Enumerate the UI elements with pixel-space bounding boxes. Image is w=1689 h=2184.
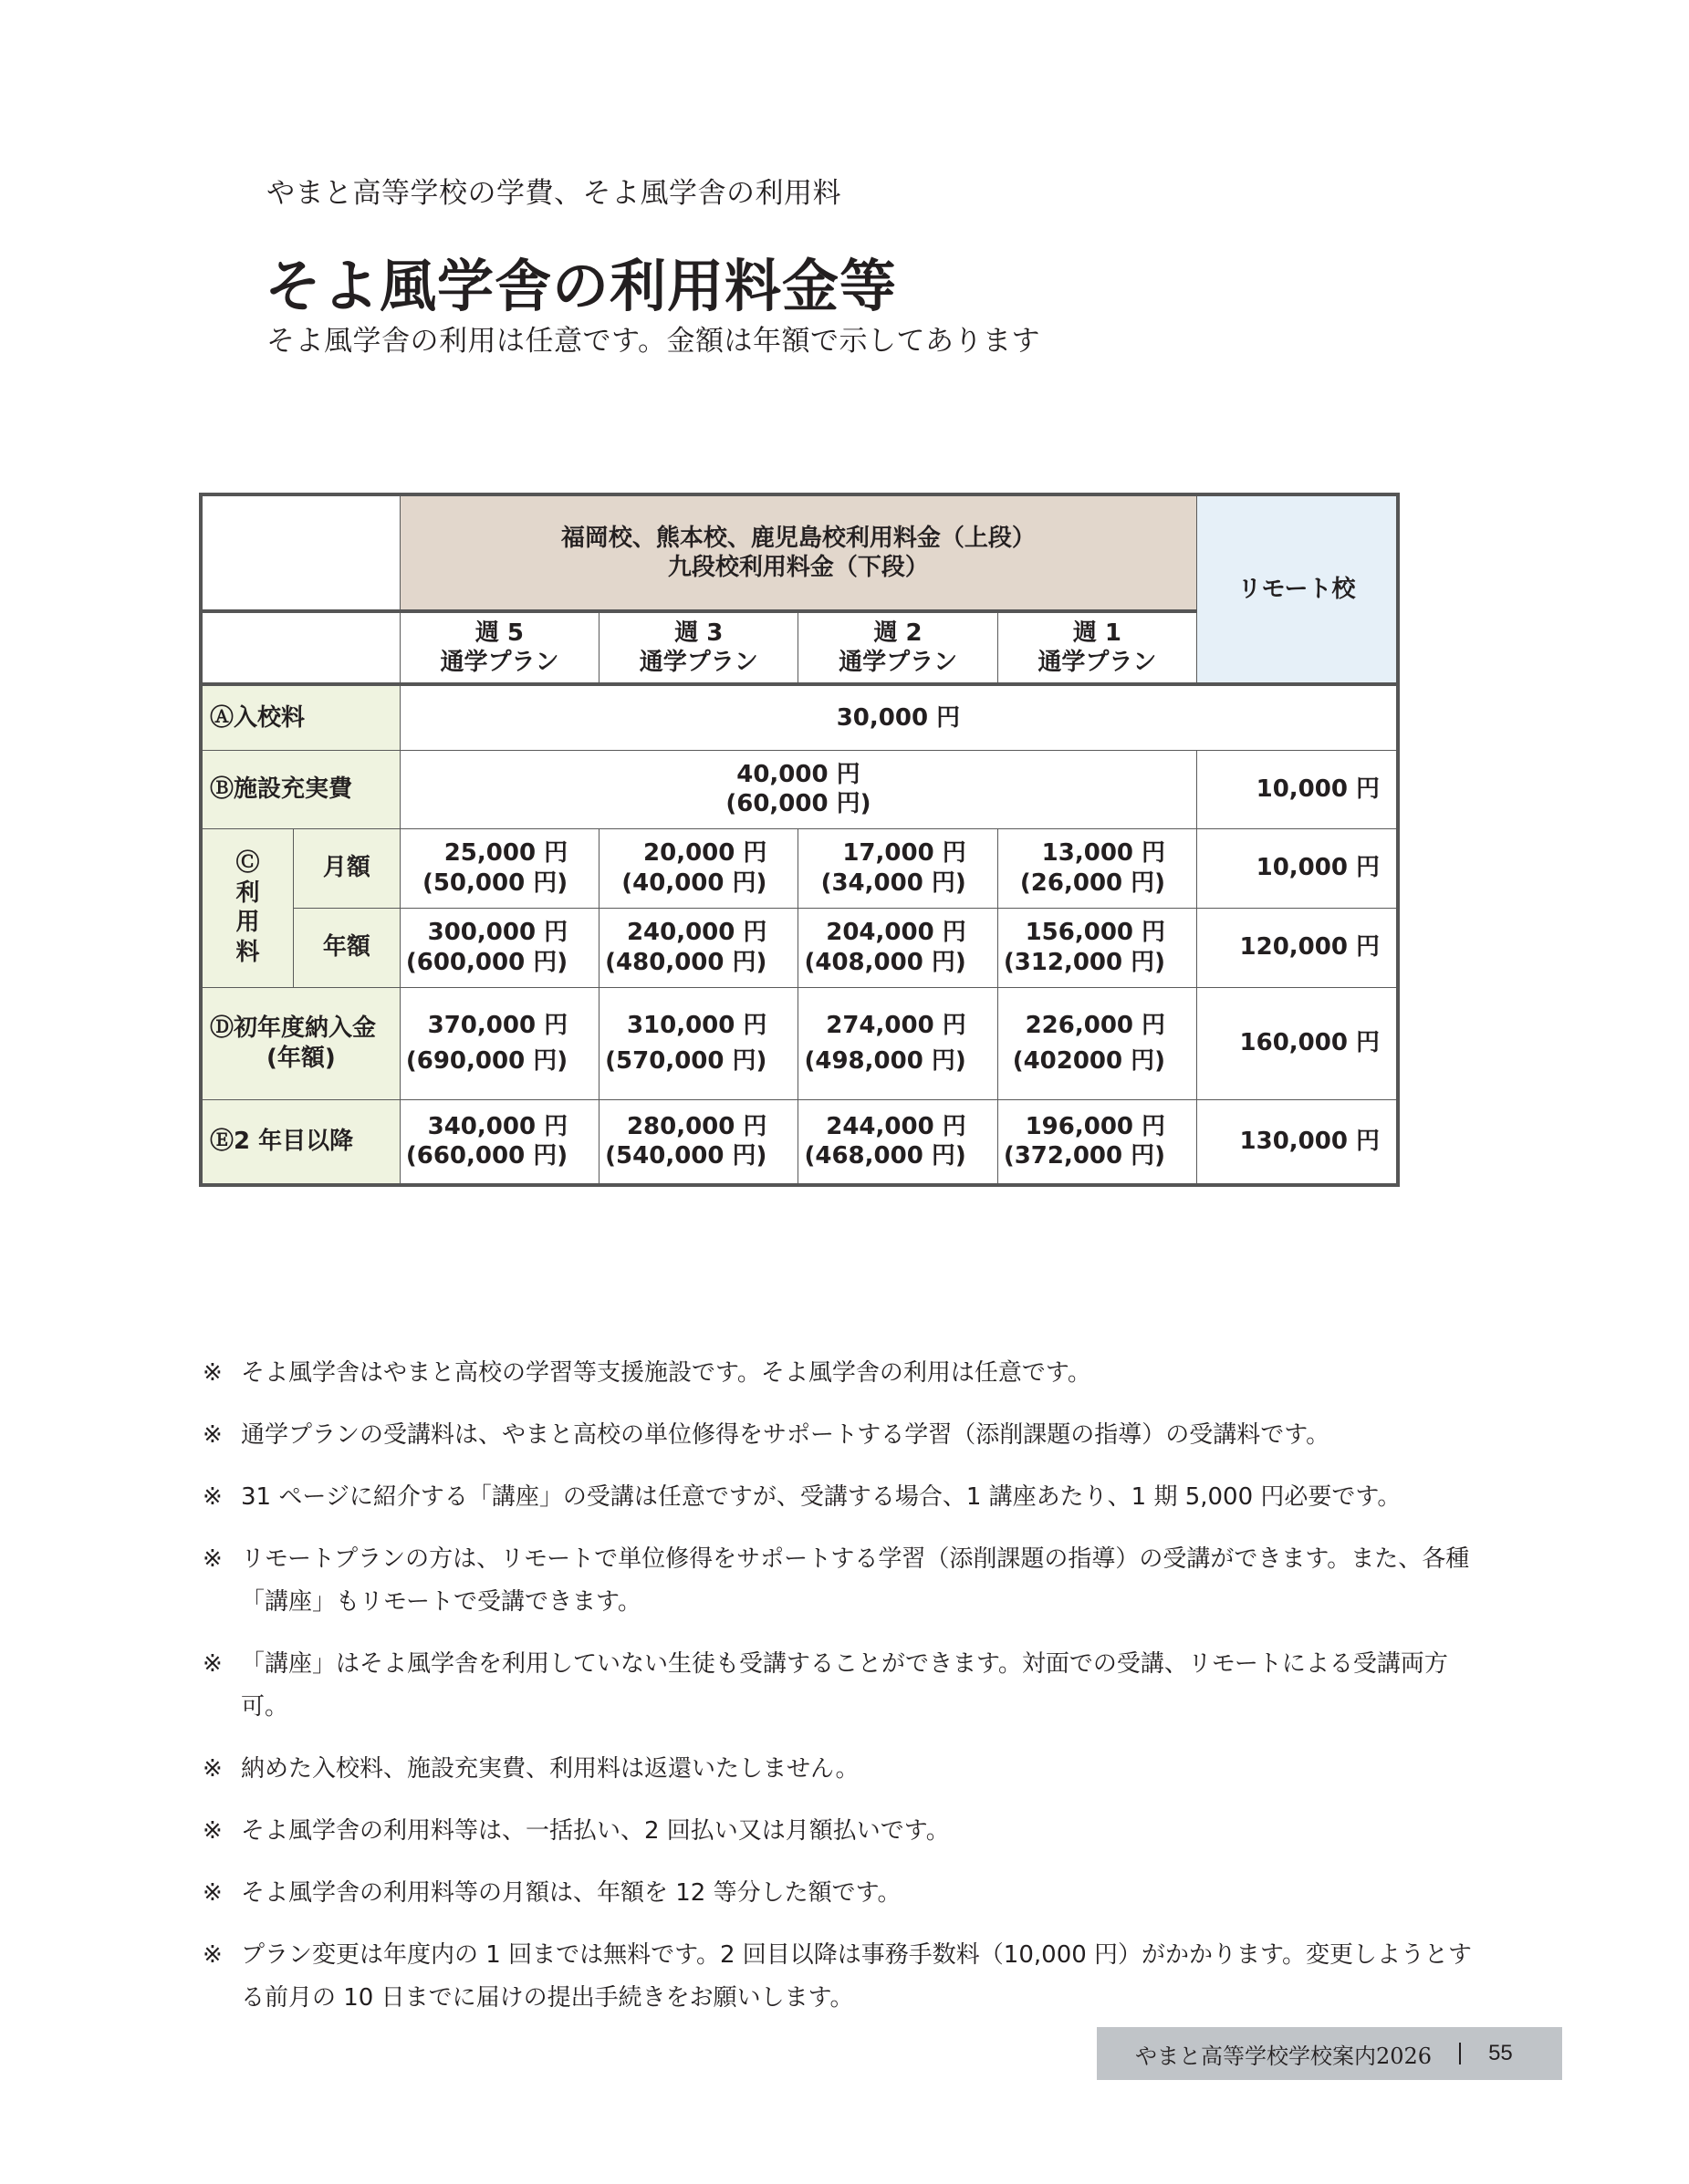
usage-annual-week3 — [599, 908, 798, 987]
second-year-week1 — [997, 1099, 1196, 1185]
usage-monthly-week5 — [400, 828, 599, 908]
page-title: そよ風学舎の利用料金等 — [265, 253, 898, 319]
plan-label: 通学プラン — [639, 649, 758, 676]
page-number: 55 — [1488, 2041, 1513, 2065]
second-year-week2 — [798, 1099, 997, 1185]
value-lower: (40,000 円) — [621, 868, 767, 897]
value-upper: 370,000 円 — [427, 1011, 568, 1039]
note-mark: ※ — [203, 1650, 223, 1678]
page-footer — [1097, 2027, 1562, 2080]
sub-label-monthly: 月額 — [293, 828, 400, 908]
note-mark: ※ — [203, 1941, 223, 1969]
row-second-year — [201, 1099, 1398, 1185]
plan-label: 通学プラン — [440, 649, 559, 676]
usage-label-char: 料 — [235, 938, 260, 966]
first-year-week3 — [599, 987, 798, 1099]
value-lower: (408,000 円) — [804, 948, 966, 976]
note-mark: ※ — [203, 1545, 223, 1573]
value-upper: 340,000 円 — [427, 1112, 568, 1140]
note-text: そよ風学舎の利用料等は、一括払い、2 回払い又は月額払いです。 — [241, 1817, 950, 1845]
note-item — [203, 1810, 1480, 1853]
second-year-week3 — [599, 1099, 798, 1185]
note-mark: ※ — [203, 1879, 223, 1907]
plan-week: 週 2 — [873, 619, 923, 647]
usage-label-mark: Ⓒ — [235, 849, 260, 877]
usage-monthly-week1 — [997, 828, 1196, 908]
note-mark: ※ — [203, 1755, 223, 1783]
row-label-facility: Ⓑ施設充実費 — [201, 750, 400, 828]
first-year-week5 — [400, 987, 599, 1099]
value-lower: (372,000 円) — [1003, 1142, 1166, 1170]
section-kicker: やまと高等学校の学費、そよ風学舎の利用料 — [266, 177, 841, 210]
first-year-week1 — [997, 987, 1196, 1099]
value-upper: 226,000 円 — [1025, 1011, 1166, 1039]
value-lower: (600,000 円) — [405, 948, 568, 976]
remote-header: リモート校 — [1197, 494, 1398, 684]
value-upper: 300,000 円 — [427, 919, 568, 946]
usage-label-char: 用 — [235, 909, 260, 936]
fee-table — [199, 493, 1400, 1187]
note-text: リモートプランの方は、リモートで単位修得をサポートする学習（添削課題の指導）の受講ができます。また、各種「講座」もリモートで受講できます。 — [241, 1545, 1470, 1616]
row-label-second-year: Ⓔ2 年目以降 — [201, 1099, 400, 1185]
first-year-label-line2: (年額) — [266, 1044, 336, 1072]
row-entrance-fee — [201, 684, 1398, 750]
note-text: 通学プランの受講料は、やまと高校の単位修得をサポートする学習（添削課題の指導）の受講料です。 — [241, 1421, 1330, 1449]
value-upper: 240,000 円 — [626, 919, 767, 946]
value-lower: (468,000 円) — [804, 1142, 966, 1170]
corner-cell — [201, 494, 400, 611]
row-label-entrance: Ⓐ入校料 — [201, 684, 400, 750]
notes-list — [203, 1352, 1480, 2039]
value-upper: 17,000 円 — [842, 839, 966, 867]
header-row-group — [201, 494, 1398, 611]
usage-label-char: 利 — [235, 879, 260, 907]
note-item — [203, 1643, 1480, 1729]
first-year-remote: 160,000 円 — [1197, 987, 1398, 1099]
note-item — [203, 1748, 1480, 1791]
second-year-week5 — [400, 1099, 599, 1185]
row-first-year — [201, 987, 1398, 1099]
value-upper: 280,000 円 — [626, 1112, 767, 1140]
group-header-line1: 福岡校、熊本校、鹿児島校利用料金（上段） — [560, 524, 1036, 552]
usage-annual-remote: 120,000 円 — [1197, 908, 1398, 987]
note-item — [203, 1934, 1480, 2020]
note-text: そよ風学舎の利用料等の月額は、年額を 12 等分した額です。 — [241, 1879, 902, 1907]
value-upper: 20,000 円 — [643, 839, 767, 867]
note-mark: ※ — [203, 1817, 223, 1845]
value-lower: (402000 円) — [1012, 1046, 1166, 1075]
entrance-fee-value: 30,000 円 — [400, 684, 1398, 750]
usage-annual-week1 — [997, 908, 1196, 987]
value-lower: (60,000 円) — [725, 790, 871, 817]
plan-week: 週 1 — [1072, 619, 1121, 647]
page-subtitle: そよ風学舎の利用は任意です。金額は年額で示してあります — [266, 325, 1041, 358]
value-lower: (34,000 円) — [820, 868, 966, 897]
value-upper: 40,000 円 — [736, 760, 860, 788]
note-text: プラン変更は年度内の 1 回までは無料です。2 回目以降は事務手数料（10,000 円）がかかります。変更しようとする前月の 10 日までに届けの提出手続きをお願いします。 — [241, 1941, 1472, 2012]
plan-header-week3 — [599, 611, 798, 684]
value-lower: (312,000 円) — [1003, 948, 1166, 976]
value-upper: 25,000 円 — [443, 839, 568, 867]
value-upper: 204,000 円 — [826, 919, 966, 946]
row-label-first-year — [201, 987, 400, 1099]
value-lower: (570,000 円) — [605, 1046, 767, 1075]
first-year-label-line1: Ⓓ初年度納入金 — [210, 1014, 377, 1042]
value-lower: (540,000 円) — [605, 1142, 767, 1170]
value-upper: 156,000 円 — [1025, 919, 1166, 946]
value-upper: 196,000 円 — [1025, 1112, 1166, 1140]
second-year-remote: 130,000 円 — [1197, 1099, 1398, 1185]
note-item — [203, 1872, 1480, 1915]
value-lower: (480,000 円) — [605, 948, 767, 976]
value-lower: (660,000 円) — [405, 1142, 568, 1170]
first-year-week2 — [798, 987, 997, 1099]
note-text: 納めた入校料、施設充実費、利用料は返還いたしません。 — [241, 1755, 860, 1783]
value-lower: (26,000 円) — [1019, 868, 1166, 897]
row-facility-fee — [201, 750, 1398, 828]
sub-label-annual: 年額 — [293, 908, 400, 987]
note-mark: ※ — [203, 1421, 223, 1449]
plan-header-week5 — [400, 611, 599, 684]
note-item — [203, 1538, 1480, 1624]
row-label-usage — [201, 828, 293, 987]
plan-week: 週 5 — [474, 619, 525, 647]
value-upper: 244,000 円 — [826, 1112, 966, 1140]
plan-header-week1 — [997, 611, 1196, 684]
note-text: 「講座」はそよ風学舎を利用していない生徒も受講することができます。対面での受講、リモートによる受講両方可。 — [241, 1650, 1448, 1721]
usage-monthly-week2 — [798, 828, 997, 908]
row-usage-monthly — [201, 828, 1398, 908]
corner-cell-lower — [201, 611, 400, 684]
facility-fee-value — [400, 750, 1196, 828]
value-upper: 310,000 円 — [626, 1011, 767, 1039]
plan-label: 通学プラン — [839, 649, 958, 676]
note-text: そよ風学舎はやまと高校の学習等支援施設です。そよ風学舎の利用は任意です。 — [241, 1359, 1091, 1387]
note-item — [203, 1352, 1480, 1395]
usage-monthly-week3 — [599, 828, 798, 908]
footer-title: やまと高等学校学校案内2026 — [1135, 2043, 1433, 2069]
note-mark: ※ — [203, 1483, 223, 1511]
note-item — [203, 1414, 1480, 1457]
usage-annual-week5 — [400, 908, 599, 987]
plan-week: 週 3 — [674, 619, 724, 647]
value-lower: (690,000 円) — [405, 1046, 568, 1075]
footer-divider — [1459, 2043, 1461, 2064]
value-upper: 274,000 円 — [826, 1011, 966, 1039]
plan-header-week2 — [798, 611, 997, 684]
note-mark: ※ — [203, 1359, 223, 1387]
group-header-line2: 九段校利用料金（下段） — [667, 554, 929, 581]
facility-fee-remote: 10,000 円 — [1197, 750, 1398, 828]
value-lower: (498,000 円) — [804, 1046, 966, 1075]
value-upper: 13,000 円 — [1041, 839, 1166, 867]
usage-monthly-remote: 10,000 円 — [1197, 828, 1398, 908]
row-usage-annual — [201, 908, 1398, 987]
value-lower: (50,000 円) — [422, 868, 568, 897]
note-text: 31 ページに紹介する「講座」の受講は任意ですが、受講する場合、1 講座あたり、1 期 5,000 円必要です。 — [241, 1483, 1402, 1511]
plan-label: 通学プラン — [1037, 649, 1157, 676]
group-header — [400, 494, 1196, 611]
usage-annual-week2 — [798, 908, 997, 987]
note-item — [203, 1476, 1480, 1519]
